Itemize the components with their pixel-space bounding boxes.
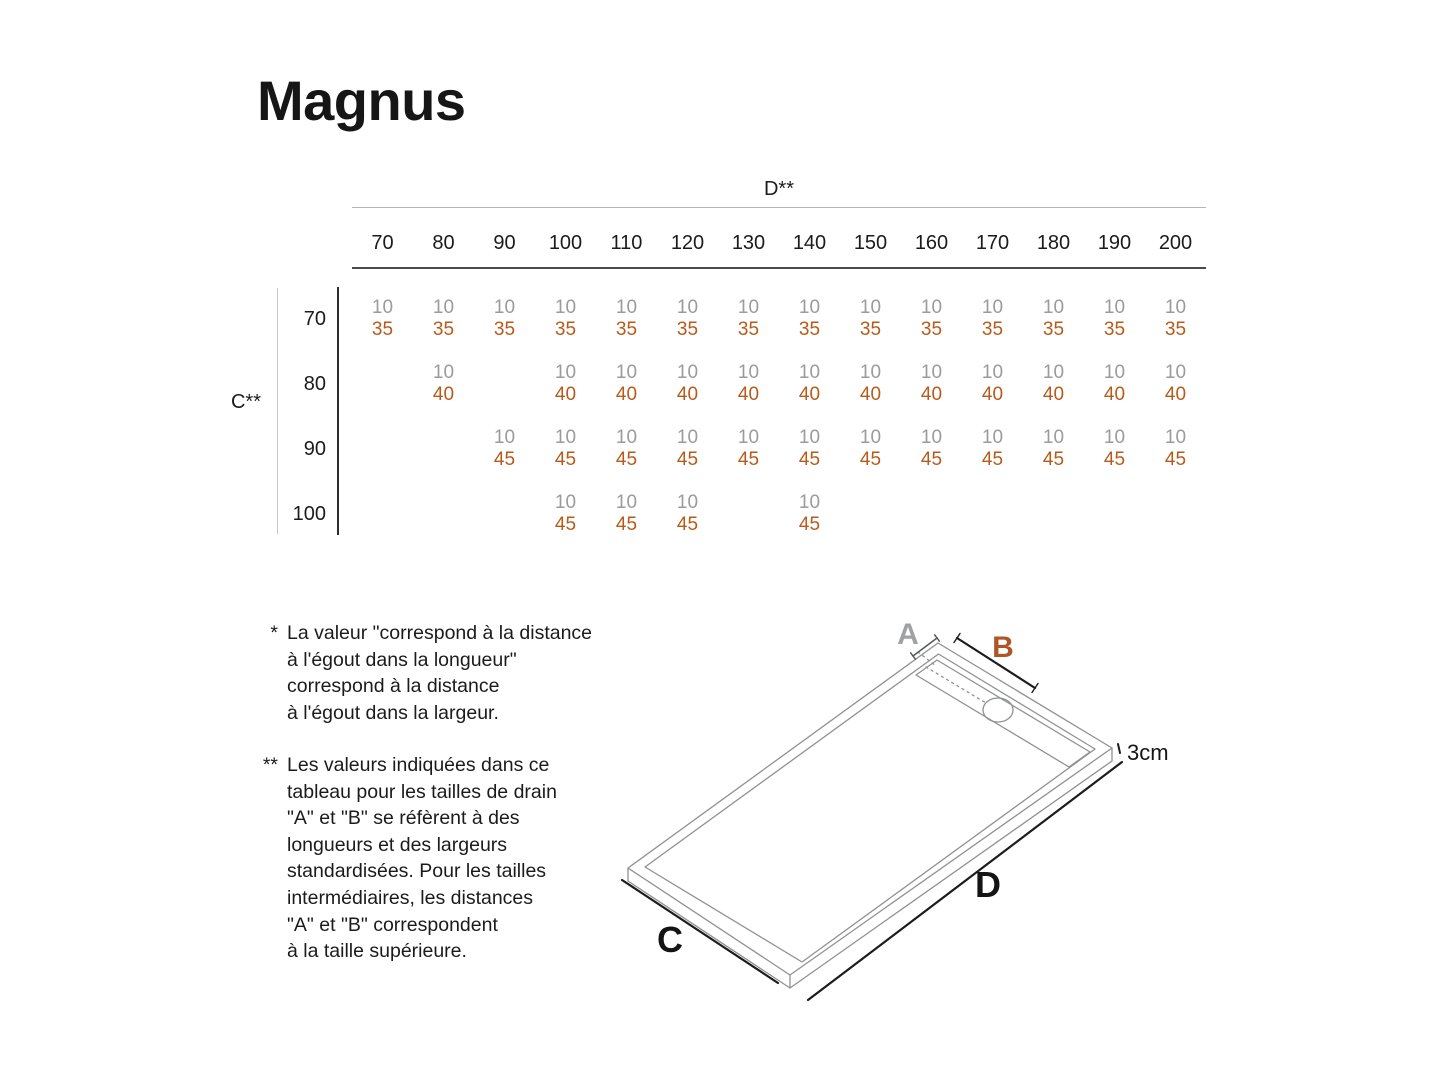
table-cell: [718, 287, 779, 351]
height-label: 3cm: [1127, 740, 1169, 765]
table-cell: [596, 287, 657, 351]
drain-size-b-value: 35: [798, 319, 821, 340]
drain-size-a-value: 10: [920, 297, 943, 318]
drain-size-a-value: 10: [432, 362, 455, 383]
table-cell: [840, 287, 901, 351]
drain-size-a-value: 10: [676, 427, 699, 448]
tray-outer-edge: [628, 643, 1112, 975]
dim-line-c: [622, 880, 778, 983]
drain-size-b-value: 45: [554, 514, 577, 535]
column-header: 140: [792, 232, 827, 254]
drain-size-a-value: 10: [493, 297, 516, 318]
dim-label-d: D: [975, 864, 1001, 905]
column-header: 120: [670, 232, 705, 254]
drain-size-a-value: 10: [676, 297, 699, 318]
column-header: 80: [432, 232, 455, 254]
drain-size-b-value: 35: [920, 319, 943, 340]
drain-size-a-value: 10: [1103, 427, 1126, 448]
drain-size-a-value: 10: [1164, 362, 1187, 383]
drain-size-a-value: 10: [920, 362, 943, 383]
drain-size-a-value: 10: [798, 297, 821, 318]
drain-size-a-value: 10: [859, 362, 882, 383]
drain-size-b-value: 35: [432, 319, 455, 340]
drain-size-b-value: 45: [920, 449, 943, 470]
table-cell: [779, 287, 840, 351]
table-cell: [352, 287, 413, 351]
drain-channel-centerline: [926, 667, 986, 703]
table-cell: [535, 417, 596, 481]
drain-size-a-value: 10: [1103, 297, 1126, 318]
drain-size-a-value: 10: [737, 297, 760, 318]
column-header: 180: [1036, 232, 1071, 254]
drain-size-a-value: 10: [615, 297, 638, 318]
drain-size-b-value: 40: [1164, 384, 1187, 405]
drain-icon: [983, 698, 1013, 722]
row-axis-label: C**: [230, 391, 261, 413]
footnote-line: intermédiaires, les distances: [287, 886, 534, 909]
table-cell: [1145, 287, 1206, 351]
drain-size-b-value: 45: [859, 449, 882, 470]
drain-size-a-value: 10: [737, 427, 760, 448]
drain-size-a-value: 10: [554, 297, 577, 318]
drain-size-b-value: 35: [859, 319, 882, 340]
column-header: 170: [975, 232, 1010, 254]
table-cell: [413, 287, 474, 351]
footnote-line: longueurs et des largeurs: [287, 833, 508, 856]
table-cell: [840, 352, 901, 416]
table-cell: [1084, 287, 1145, 351]
dim-line-d: [808, 762, 1122, 1000]
table-cell: [596, 482, 657, 546]
drain-size-a-value: 10: [676, 492, 699, 513]
drain-size-b-value: 35: [1103, 319, 1126, 340]
table-cell: [1023, 417, 1084, 481]
drain-size-a-value: 10: [432, 297, 455, 318]
table-cell: [535, 287, 596, 351]
drain-size-b-value: 45: [493, 449, 516, 470]
drain-size-b-value: 40: [1042, 384, 1065, 405]
drain-size-a-value: 10: [615, 427, 638, 448]
drain-size-b-value: 45: [1042, 449, 1065, 470]
table-cell: [901, 287, 962, 351]
table-cell: [596, 352, 657, 416]
row-header: 90: [303, 437, 326, 460]
drain-size-a-value: 10: [737, 362, 760, 383]
drain-size-a-value: 10: [1042, 427, 1065, 448]
footnote-line: tableau pour les tailles de drain: [287, 780, 557, 803]
drain-size-b-value: 45: [615, 514, 638, 535]
column-header: 100: [548, 232, 583, 254]
drain-size-b-value: 40: [920, 384, 943, 405]
drain-size-a-value: 10: [554, 492, 577, 513]
footnote-line: correspond à la distance: [287, 675, 500, 698]
drain-size-a-value: 10: [981, 297, 1004, 318]
table-cell: [718, 417, 779, 481]
column-axis-label: D**: [763, 178, 794, 200]
drain-size-a-value: 10: [1042, 362, 1065, 383]
drain-size-b-value: 40: [554, 384, 577, 405]
table-cell: [718, 352, 779, 416]
drain-size-a-value: 10: [493, 427, 516, 448]
table-cell: [413, 352, 474, 416]
footnote-distance: [250, 620, 592, 726]
table-cell: [779, 352, 840, 416]
drain-size-a-value: 10: [920, 427, 943, 448]
drain-size-a-value: 10: [615, 492, 638, 513]
drain-size-b-value: 40: [432, 384, 455, 405]
row-header: 80: [303, 372, 326, 395]
table-cell: [962, 352, 1023, 416]
table-cell: [1145, 417, 1206, 481]
row-header: 70: [303, 307, 326, 330]
footnote-line: Les valeurs indiquées dans ce: [287, 754, 550, 776]
column-header: 70: [371, 232, 394, 254]
footnote-line: à l'égout dans la largeur.: [287, 701, 499, 724]
table-cell: [901, 417, 962, 481]
footnote-line: La valeur "correspond à la distance: [287, 622, 593, 644]
drain-size-b-value: 35: [371, 319, 394, 340]
column-header: 160: [914, 232, 949, 254]
footnote-marker: **: [262, 754, 278, 776]
table-cell: [1023, 352, 1084, 416]
table-cell: [657, 287, 718, 351]
drain-size-b-value: 45: [615, 449, 638, 470]
drain-size-b-value: 45: [981, 449, 1004, 470]
footnote-line: à l'égout dans la longueur": [287, 648, 517, 671]
drain-size-b-value: 45: [676, 514, 699, 535]
column-header: 130: [731, 232, 766, 254]
drain-size-b-value: 40: [1103, 384, 1126, 405]
drain-size-a-value: 10: [981, 362, 1004, 383]
drain-size-b-value: 35: [981, 319, 1004, 340]
table-cell: [474, 417, 535, 481]
shower-tray-diagram: [600, 590, 1200, 1020]
drain-size-b-value: 40: [798, 384, 821, 405]
table-cell: [962, 417, 1023, 481]
drain-size-a-value: 10: [1164, 427, 1187, 448]
drain-size-a-value: 10: [798, 492, 821, 513]
drain-size-a-value: 10: [859, 297, 882, 318]
table-cell: [840, 417, 901, 481]
drain-size-a-value: 10: [1103, 362, 1126, 383]
drain-size-b-value: 45: [737, 449, 760, 470]
table-cell: [657, 482, 718, 546]
table-cell: [596, 417, 657, 481]
table-cell: [535, 482, 596, 546]
drain-size-b-value: 45: [798, 449, 821, 470]
column-header: 110: [610, 232, 643, 254]
footnote-line: à la taille supérieure.: [287, 940, 467, 963]
footnote-drain-sizes: [250, 752, 557, 965]
table-cell: [535, 352, 596, 416]
footnote-text: [287, 752, 557, 965]
column-header: 190: [1097, 232, 1132, 254]
drain-size-a-value: 10: [676, 362, 699, 383]
drain-size-b-value: 35: [615, 319, 638, 340]
table-cell: [901, 352, 962, 416]
drain-size-b-value: 35: [1164, 319, 1187, 340]
drain-size-b-value: 35: [737, 319, 760, 340]
table-cell: [1145, 352, 1206, 416]
footnote-line: "A" et "B" correspondent: [287, 913, 498, 936]
drain-size-b-value: 35: [493, 319, 516, 340]
drain-size-b-value: 40: [859, 384, 882, 405]
drain-size-b-value: 40: [737, 384, 760, 405]
drain-size-b-value: 35: [554, 319, 577, 340]
drain-size-a-value: 10: [798, 427, 821, 448]
table-cell: [1084, 352, 1145, 416]
table-cell: [1084, 417, 1145, 481]
footnote-line: "A" et "B" se réfèrent à des: [287, 807, 520, 830]
row-header: 100: [292, 502, 326, 525]
height-tick: [1118, 744, 1120, 753]
footnote-text: [287, 620, 592, 726]
table-cell: [962, 287, 1023, 351]
table-cell: [474, 287, 535, 351]
header-underline-rule: [352, 267, 1206, 269]
drain-size-a-value: 10: [981, 427, 1004, 448]
table-cell: [657, 417, 718, 481]
drain-size-a-value: 10: [554, 427, 577, 448]
page-title: Magnus: [257, 69, 466, 132]
column-header: 150: [853, 232, 888, 254]
drain-size-a-value: 10: [1042, 297, 1065, 318]
row-header-right-rule: [337, 287, 339, 535]
column-header: 90: [493, 232, 516, 254]
column-header: 200: [1158, 232, 1193, 254]
table-cell: [657, 352, 718, 416]
table-cell: [1023, 287, 1084, 351]
drain-size-b-value: 40: [676, 384, 699, 405]
dim-label-c: C: [657, 919, 683, 960]
drain-size-a-value: 10: [371, 297, 394, 318]
footnote-line: standardisées. Pour les tailles: [287, 860, 547, 883]
drain-size-b-value: 40: [981, 384, 1004, 405]
drain-size-b-value: 40: [615, 384, 638, 405]
dim-label-a: A: [897, 618, 919, 651]
table-cell: [779, 417, 840, 481]
table-cell: [779, 482, 840, 546]
drain-size-b-value: 45: [1103, 449, 1126, 470]
footnote-marker: *: [270, 622, 278, 644]
dim-a-extension: [918, 652, 936, 666]
drain-size-a-value: 10: [859, 427, 882, 448]
drain-size-b-value: 45: [798, 514, 821, 535]
drain-size-a-value: 10: [615, 362, 638, 383]
drain-size-a-value: 10: [1164, 297, 1187, 318]
drain-size-b-value: 45: [1164, 449, 1187, 470]
drain-size-b-value: 45: [554, 449, 577, 470]
drain-size-b-value: 45: [676, 449, 699, 470]
drain-size-a-value: 10: [554, 362, 577, 383]
table-top-rule: [352, 207, 1206, 208]
drain-size-a-value: 10: [798, 362, 821, 383]
dim-label-b: B: [992, 631, 1014, 664]
drain-size-b-value: 35: [676, 319, 699, 340]
drain-size-b-value: 35: [1042, 319, 1065, 340]
